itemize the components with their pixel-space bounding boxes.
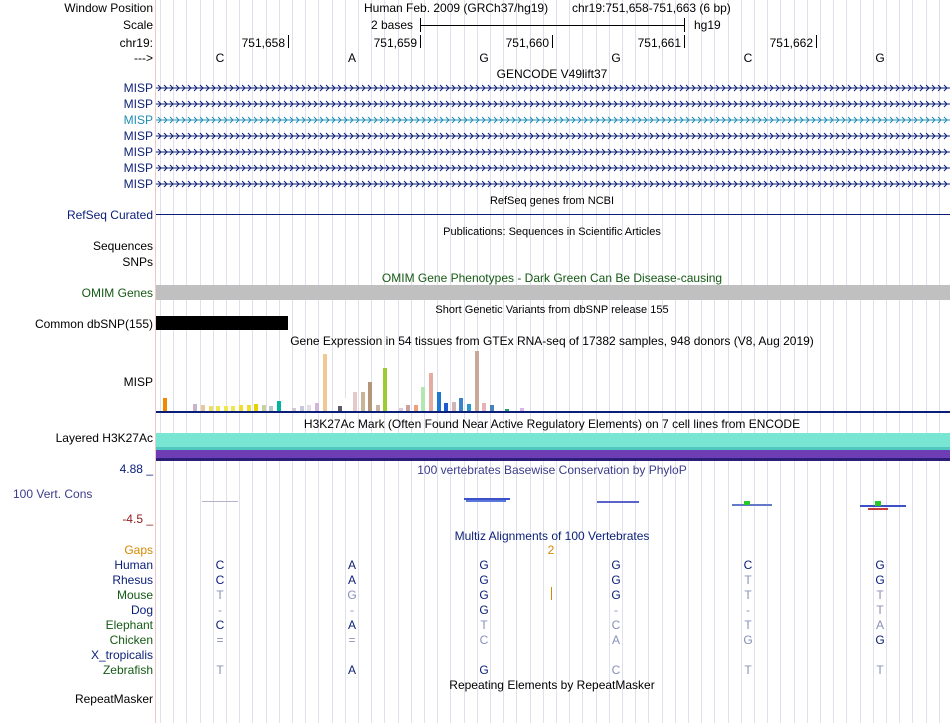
strand-label[interactable]: ---> xyxy=(134,51,153,65)
gtex-tissue-bar[interactable] xyxy=(368,382,372,411)
aligned-base: T xyxy=(744,663,752,677)
aligned-base: G xyxy=(347,588,357,602)
sequences-label[interactable]: Sequences xyxy=(92,239,153,253)
ruler-tick xyxy=(816,35,817,48)
gtex-tissue-bar[interactable] xyxy=(383,368,387,411)
aligned-base: T xyxy=(744,588,752,602)
aligned-base: G xyxy=(875,558,885,572)
cons-label[interactable]: 100 Vert. Cons xyxy=(13,487,93,501)
ruler-tick-label: 751,658 xyxy=(241,36,285,50)
aligned-base: G xyxy=(479,588,489,602)
aligned-base: A xyxy=(611,633,621,647)
gencode-gene-label[interactable]: MISP xyxy=(123,129,153,143)
h3k27-signal[interactable] xyxy=(156,433,950,461)
repeat-title: Repeating Elements by RepeatMasker xyxy=(449,678,655,692)
gencode-title: GENCODE V49lift37 xyxy=(496,67,608,81)
cons-title: 100 vertebrates Basewise Conservation by PhyloP xyxy=(417,463,687,477)
gtex-tissue-bar[interactable] xyxy=(482,403,486,411)
gtex-tissue-bar[interactable] xyxy=(254,404,258,411)
repeat-label[interactable]: RepeatMasker xyxy=(74,692,153,706)
species-label[interactable]: Elephant xyxy=(105,618,153,632)
gtex-label[interactable]: MISP xyxy=(123,375,153,389)
aligned-base: C xyxy=(611,618,621,632)
gencode-gene-label[interactable]: MISP xyxy=(123,145,153,159)
gtex-tissue-bar[interactable] xyxy=(315,403,319,411)
aligned-base: A xyxy=(347,663,357,677)
aligned-base: C xyxy=(215,558,225,572)
aligned-base: T xyxy=(480,618,488,632)
aligned-base: = xyxy=(348,633,356,647)
gtex-tissue-bar[interactable] xyxy=(353,392,357,411)
gtex-tissue-bar[interactable] xyxy=(193,404,197,411)
multiz-title: Multiz Alignments of 100 Vertebrates xyxy=(454,529,650,543)
species-label[interactable]: Mouse xyxy=(116,588,153,602)
dbsnp-title: Short Genetic Variants from dbSNP release 155 xyxy=(435,304,669,316)
aligned-base: A xyxy=(347,618,357,632)
window-position-label: Window Position xyxy=(64,1,153,15)
gencode-gene-label[interactable]: MISP xyxy=(123,177,153,191)
aligned-base: G xyxy=(611,588,621,602)
aligned-base: T xyxy=(744,573,752,587)
aligned-base: A xyxy=(875,618,885,632)
reference-base: G xyxy=(479,51,489,65)
reference-base: G xyxy=(611,51,621,65)
ruler-tick-label: 751,659 xyxy=(373,36,417,50)
scale-text: 2 bases xyxy=(371,18,414,32)
scale-db: hg19 xyxy=(694,18,721,32)
aligned-base: - xyxy=(350,603,354,617)
reference-base: C xyxy=(743,51,753,65)
omim-bar[interactable] xyxy=(156,285,950,300)
dbsnp-variant[interactable] xyxy=(156,316,288,330)
reference-base: A xyxy=(347,51,357,65)
gencode-transcript[interactable] xyxy=(156,161,950,175)
aligned-base: C xyxy=(215,618,225,632)
aligned-base: A xyxy=(347,558,357,572)
aligned-base: G xyxy=(743,633,753,647)
scale-label: Scale xyxy=(122,18,153,32)
gencode-transcript[interactable] xyxy=(156,145,950,159)
aligned-base: - xyxy=(614,603,618,617)
ruler-tick-label: 751,660 xyxy=(505,36,549,50)
aligned-base: C xyxy=(479,633,489,647)
species-label[interactable]: Human xyxy=(114,558,153,572)
species-label[interactable]: Rhesus xyxy=(112,573,153,587)
aligned-base: G xyxy=(479,663,489,677)
assembly-text: Human Feb. 2009 (GRCh37/hg19) xyxy=(364,1,549,15)
gtex-baseline xyxy=(156,411,950,413)
gap-count: 2 xyxy=(547,543,555,557)
ruler-tick xyxy=(684,35,685,48)
gtex-tissue-bar[interactable] xyxy=(444,403,448,411)
gtex-tissue-bar[interactable] xyxy=(361,392,365,411)
aligned-base: - xyxy=(218,603,222,617)
gencode-gene-label[interactable]: MISP xyxy=(123,161,153,175)
species-label[interactable]: Chicken xyxy=(109,633,153,647)
refseq-gene-line[interactable] xyxy=(156,214,950,215)
gtex-bar-chart[interactable] xyxy=(156,348,950,411)
position-text[interactable]: chr19:751,658-751,663 (6 bp) xyxy=(572,1,731,15)
refseq-title: RefSeq genes from NCBI xyxy=(489,195,615,207)
aligned-base: G xyxy=(479,573,489,587)
gtex-tissue-bar[interactable] xyxy=(277,401,281,411)
ruler-tick xyxy=(420,35,421,48)
aligned-base: T xyxy=(876,588,884,602)
aligned-base: C xyxy=(611,663,621,677)
ruler-tick xyxy=(552,35,553,48)
gencode-gene-label[interactable]: MISP xyxy=(123,81,153,95)
aligned-base: = xyxy=(216,633,224,647)
gtex-tissue-bar[interactable] xyxy=(475,351,479,411)
aligned-base: G xyxy=(611,573,621,587)
aligned-base: T xyxy=(876,663,884,677)
gencode-transcript[interactable] xyxy=(156,97,950,111)
aligned-base: G xyxy=(875,633,885,647)
aligned-base: T xyxy=(744,618,752,632)
gencode-transcript[interactable] xyxy=(156,129,950,143)
chrom-label: chr19: xyxy=(119,36,153,50)
aligned-base: C xyxy=(215,573,225,587)
omim-label[interactable]: OMIM Genes xyxy=(81,286,153,300)
gencode-transcript[interactable] xyxy=(156,81,950,95)
gtex-tissue-bar[interactable] xyxy=(345,398,349,411)
species-label[interactable]: Dog xyxy=(130,603,153,617)
aligned-base: G xyxy=(479,558,489,572)
h3k27-title: H3K27Ac Mark (Often Found Near Active Regulatory Elements) on 7 cell lines from ENCODE xyxy=(303,417,801,431)
gtex-tissue-bar[interactable] xyxy=(459,398,463,411)
pubs-title: Publications: Sequences in Scientific Articles xyxy=(443,226,661,238)
gtex-tissue-bar[interactable] xyxy=(452,402,456,411)
gtex-tissue-bar[interactable] xyxy=(437,392,441,411)
aligned-base: A xyxy=(347,573,357,587)
snps-label[interactable]: SNPs xyxy=(122,255,153,269)
gtex-tissue-bar[interactable] xyxy=(421,387,425,411)
mouse-insertion-mark xyxy=(551,587,552,600)
ruler-tick-label: 751,662 xyxy=(769,36,813,50)
species-label[interactable]: Zebrafish xyxy=(102,663,153,677)
reference-base: C xyxy=(215,51,225,65)
gencode-transcript[interactable] xyxy=(156,177,950,191)
gtex-tissue-bar[interactable] xyxy=(163,398,167,411)
ruler-tick xyxy=(288,35,289,48)
refseq-label[interactable]: RefSeq Curated xyxy=(66,208,153,222)
gtex-title: Gene Expression in 54 tissues from GTEx RNA-seq of 17382 samples, 948 donors (V8, Aug 2019) xyxy=(290,334,814,348)
scale-bar xyxy=(420,18,685,32)
aligned-base: T xyxy=(216,588,224,602)
gtex-tissue-bar[interactable] xyxy=(323,354,327,411)
gencode-gene-label[interactable]: MISP xyxy=(123,113,153,127)
gencode-transcript[interactable] xyxy=(156,113,950,127)
omim-title: OMIM Gene Phenotypes - Dark Green Can Be Disease-causing xyxy=(381,271,723,285)
gtex-tissue-bar[interactable] xyxy=(467,404,471,411)
aligned-base: G xyxy=(875,573,885,587)
aligned-base: G xyxy=(479,603,489,617)
gtex-tissue-bar[interactable] xyxy=(429,373,433,411)
h3k27-label[interactable]: Layered H3K27Ac xyxy=(55,431,153,445)
cons-max: 4.88 _ xyxy=(119,462,153,476)
gencode-gene-label[interactable]: MISP xyxy=(123,97,153,111)
aligned-base: - xyxy=(746,603,750,617)
aligned-base: T xyxy=(876,603,884,617)
cons-min: -4.5 _ xyxy=(122,512,153,526)
aligned-base: T xyxy=(216,663,224,677)
dbsnp-label[interactable]: Common dbSNP(155) xyxy=(34,317,153,331)
gaps-label[interactable]: Gaps xyxy=(124,543,153,557)
ruler-tick-label: 751,661 xyxy=(637,36,681,50)
aligned-base: C xyxy=(743,558,753,572)
aligned-base: G xyxy=(611,558,621,572)
phylop-plot[interactable] xyxy=(156,490,950,520)
reference-base: G xyxy=(875,51,885,65)
species-label[interactable]: X_tropicalis xyxy=(90,648,153,662)
